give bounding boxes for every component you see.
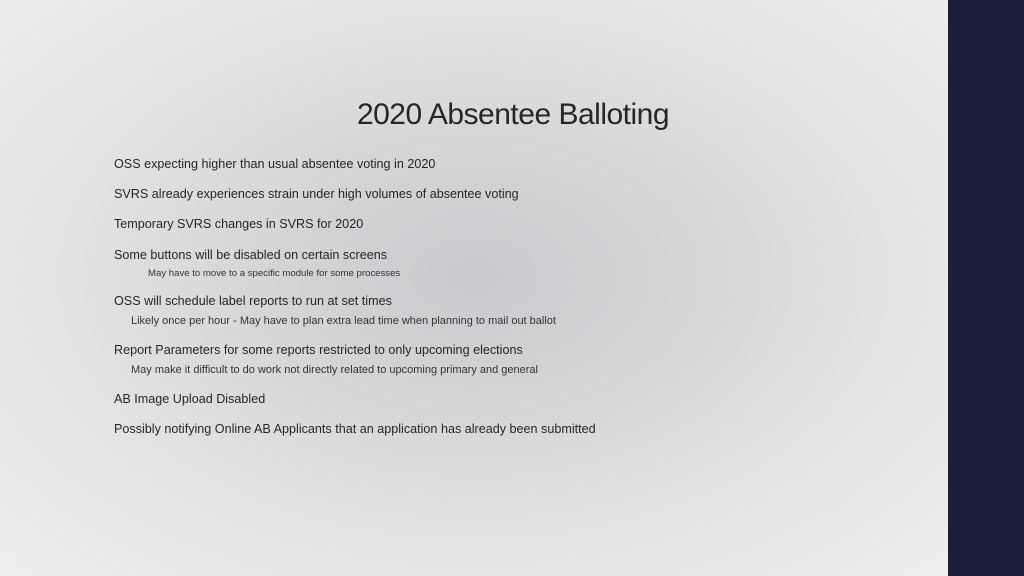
slide-title: 2020 Absentee Balloting: [356, 98, 670, 131]
bullet-item: SVRS already experiences strain under high volumes of absentee voting: [114, 187, 519, 201]
sub-bullet-item: May make it difficult to do work not directly related to upcoming primary and general: [131, 364, 538, 376]
bullet-item: Some buttons will be disabled on certain screens: [114, 248, 388, 262]
bullet-item: Temporary SVRS changes in SVRS for 2020: [114, 217, 364, 231]
sub-bullet-item: Likely once per hour - May have to plan extra lead time when planning to mail out ballot: [131, 315, 556, 327]
bullet-item: Possibly notifying Online AB Applicants that an application has already been submitted: [114, 422, 596, 436]
bullet-item: OSS expecting higher than usual absentee voting in 2020: [114, 157, 436, 171]
bullet-item: OSS will schedule label reports to run at set times: [114, 294, 392, 308]
accent-sidebar: [948, 0, 1024, 576]
bullet-item: AB Image Upload Disabled: [114, 392, 266, 406]
bullet-item: Report Parameters for some reports restricted to only upcoming elections: [114, 343, 523, 357]
sub-bullet-item: May have to move to a specific module for some processes: [148, 268, 401, 279]
